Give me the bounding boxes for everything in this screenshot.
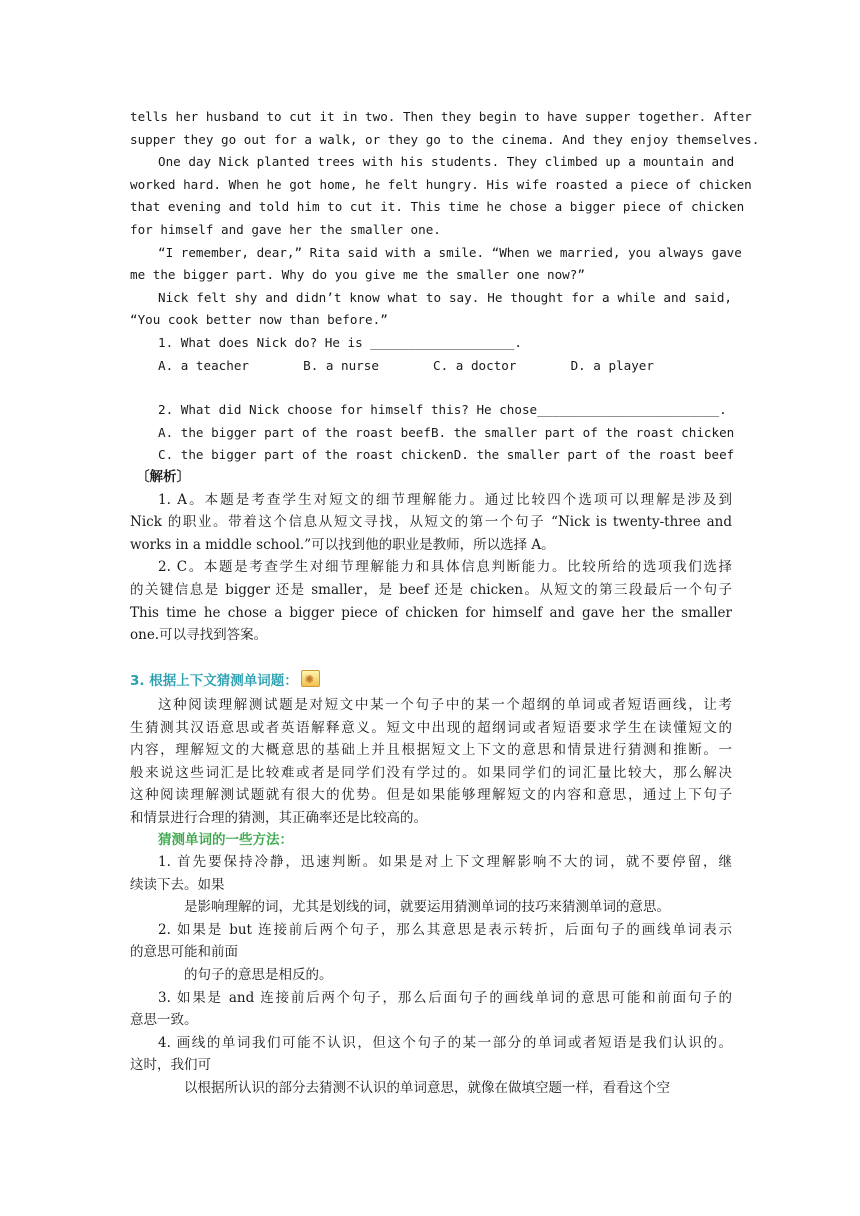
body-line: 这种阅读理解测试题就有很大的优势。但是如果能够理解短文的内容和意思，通过上下句子: [130, 787, 732, 804]
question-2-stem: 2. What did Nick choose for himself this? He chose________________________.: [158, 402, 727, 417]
option-b: B. the smaller part of the roast chicken: [430, 424, 735, 440]
option-c: C. the bigger part of the roast chicken: [158, 447, 454, 463]
option-d: D. the smaller part of the roast beef: [453, 447, 735, 463]
story-line: “I remember, dear,” Rita said with a smile. “When we married, you always gave: [158, 244, 742, 260]
question-1: [130, 332, 732, 377]
method-line: 4. 画线的单词我们可能不认识，但这个句子的某一部分的单词或者短语是我们认识的。: [158, 1034, 732, 1051]
method-line: 以根据所认识的部分去猜测不认识的单词意思，就像在做填空题一样，看看这个空: [184, 1079, 670, 1096]
question-2-options-row-2: [158, 444, 735, 467]
section-3-heading-row: [130, 670, 732, 693]
analysis-label: 〔解析〕: [136, 469, 190, 485]
analysis-line: Nick 的职业。带着这个信息从短文寻找，从短文的第一个句子 “Nick is twenty-three and: [130, 514, 732, 531]
analysis-section: [130, 466, 732, 647]
story-line: One day Nick planted trees with his students. They climbed up a mountain and: [158, 154, 735, 170]
method-line: 的意思可能和前面: [130, 944, 238, 961]
story-passage: [130, 106, 760, 332]
story-line: tells her husband to cut it in two. Then they begin to have supper together. After: [130, 109, 752, 124]
method-line: 1. 首先要保持冷静，迅速判断。如果是对上下文理解影响不大的词，就不要停留，继: [158, 854, 732, 870]
method-line: 这时，我们可: [130, 1057, 211, 1074]
option-c: C. a doctor: [433, 357, 517, 373]
methods-heading: 猜测单词的一些方法：: [158, 832, 293, 848]
story-line: me the bigger part. Why do you give me the smaller one now?”: [130, 267, 585, 283]
section-3-body: [130, 694, 732, 830]
analysis-line: This time he chose a bigger piece of chicken for himself and gave her the smaller: [130, 604, 732, 621]
analysis-line: 1. A。本题是考查学生对短文的细节理解能力。通过比较四个选项可以理解是涉及到: [158, 491, 732, 508]
method-line: 2. 如果是 but 连接前后两个句子，那么其意思是表示转折，后面句子的画线单词表示: [158, 921, 732, 938]
body-line: 和情景进行合理的猜测，其正确率还是比较高的。: [130, 809, 427, 826]
question-2: [130, 399, 735, 467]
option-a: A. a teacher: [158, 357, 249, 373]
story-line: worked hard. When he got home, he felt hungry. His wife roasted a piece of chicken: [130, 176, 752, 192]
option-b: B. a nurse: [303, 357, 379, 373]
method-line: 的句子的意思是相反的。: [184, 966, 333, 983]
story-line: supper they go out for a walk, or they go to the cinema. And they enjoy themselves.: [130, 131, 760, 147]
question-1-options: [158, 355, 654, 378]
method-line: 是影响理解的词，尤其是划线的词，就要运用猜测单词的技巧来猜测单词的意思。: [184, 899, 670, 916]
option-d: D. a player: [570, 357, 654, 373]
analysis-line: works in a middle school.”可以找到他的职业是教师，所以选择 A。: [130, 536, 555, 553]
body-line: 般来说这些词汇是比较难或者是同学们没有学过的。如果同学们的词汇量比较大，那么解决: [130, 764, 732, 781]
option-a: A. the bigger part of the roast beef: [158, 424, 431, 440]
body-line: 这种阅读理解测试题是对短文中某一个句子中的某一个超纲的单词或者短语画线，让考: [158, 697, 732, 713]
body-line: 生猜测其汉语意思或者英语解释意义。短文中出现的超纲词或者短语要求学生在读懂短文的: [130, 719, 732, 736]
analysis-line: one.可以寻找到答案。: [130, 627, 268, 644]
method-line: 续读下去。如果: [130, 876, 225, 893]
analysis-line: 的关键信息是 bigger 还是 smaller，是 beef 还是 chicken。从短文的第三段最后一个句子: [130, 581, 732, 598]
body-line: 内容，理解短文的大概意思的基础上并且根据短文上下文的意思和情景进行猜测和推断。一: [130, 742, 732, 759]
question-2-options-row-1: [158, 422, 735, 445]
note-icon: [301, 670, 320, 687]
methods-list: [130, 851, 732, 1100]
story-line: that evening and told him to cut it. This time he chose a bigger piece of chicken: [130, 199, 745, 215]
analysis-line: 2. C。本题是考查学生对细节理解能力和具体信息判断能力。比较所给的选项我们选择: [158, 559, 732, 576]
section-3-heading: 3. 根据上下文猜测单词题：: [130, 673, 298, 689]
question-1-stem: 1. What does Nick do? He is ___________________.: [158, 335, 522, 350]
method-line: 意思一致。: [130, 1012, 198, 1029]
methods-heading-row: [130, 829, 732, 852]
story-line: “You cook better now than before.”: [130, 312, 388, 328]
story-line: for himself and gave her the smaller one.: [130, 221, 441, 237]
method-line: 3. 如果是 and 连接前后两个句子，那么后面句子的画线单词的意思可能和前面句子的: [158, 989, 732, 1006]
story-line: Nick felt shy and didn’t know what to say. He thought for a while and said,: [158, 289, 732, 305]
